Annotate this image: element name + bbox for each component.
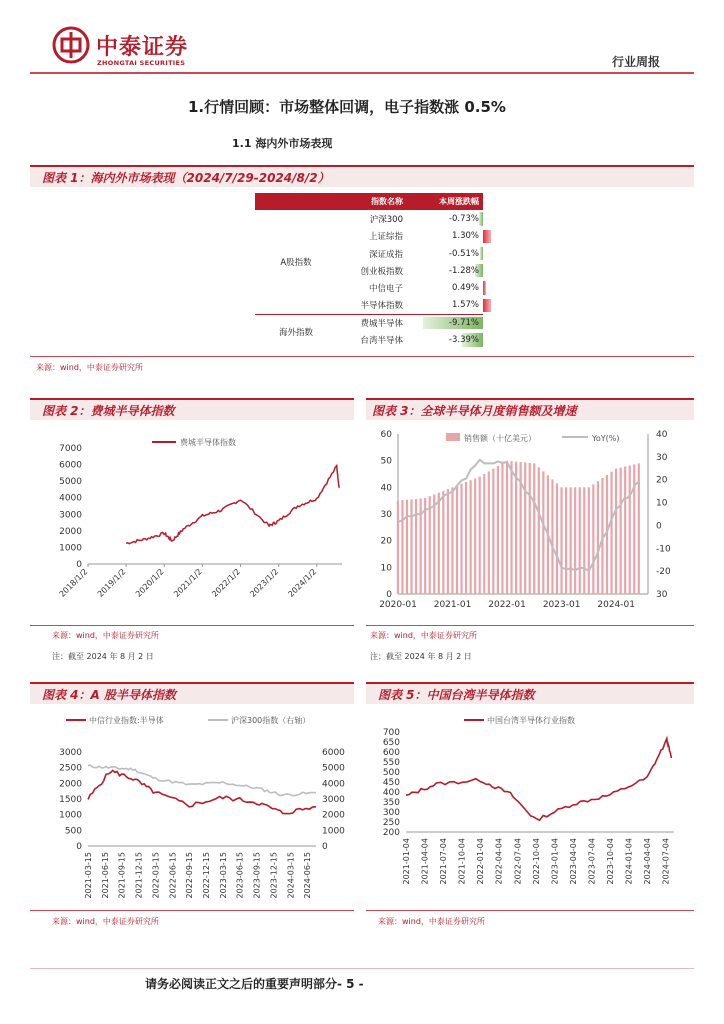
y-tick-label: 350	[382, 798, 400, 808]
sales-bar	[574, 487, 576, 594]
logo	[52, 26, 90, 64]
x-tick-label: 2021-10-04	[457, 838, 467, 885]
x-tick-label: 2023-10-04	[605, 838, 615, 885]
brand-name-cn: 中泰证券	[96, 35, 189, 60]
x-tick-label: 2022-07-04	[513, 838, 523, 885]
group-label: 海外指数	[255, 314, 337, 349]
table-body	[255, 210, 483, 348]
x-tick-label: 2022-01	[488, 600, 526, 610]
fig5-title: 图表 5：中国台湾半导体指数	[378, 688, 535, 702]
x-tick-label: 2024-01-04	[624, 838, 634, 885]
sales-bar	[447, 489, 449, 594]
change-bar	[483, 299, 491, 312]
fig5-source: 来源：wind，中泰证券研究所	[378, 917, 485, 926]
sales-bar	[538, 467, 540, 594]
y-right-tick-label: 2000	[322, 810, 345, 821]
y-left-tick-label: 1000	[59, 810, 82, 821]
sales-bar	[542, 471, 544, 594]
sales-bar	[479, 477, 481, 594]
y-left-tick-label: 10	[380, 563, 392, 574]
footer-divider	[30, 968, 694, 969]
change-bar	[479, 212, 484, 225]
x-tick-label: 2024-01	[597, 600, 635, 610]
x-tick-label: 2022/1/2	[210, 567, 242, 599]
y-tick-label: 300	[382, 808, 400, 818]
index-change	[407, 279, 483, 296]
index-change	[407, 297, 483, 314]
sales-bar	[524, 462, 526, 594]
x-tick-label: 2018/1/2	[57, 567, 90, 599]
sales-bar	[410, 499, 412, 594]
index-change	[407, 331, 483, 348]
x-tick-label: 2021-01-04	[402, 838, 411, 885]
index-name: 半导体指数	[360, 301, 403, 312]
index-change	[407, 210, 483, 227]
x-tick-label: 2023-09-15	[252, 852, 262, 899]
index-change	[407, 228, 483, 245]
sales-bar	[515, 462, 517, 594]
sales-bar	[556, 483, 558, 594]
sales-bar	[610, 472, 612, 594]
sales-bar	[433, 494, 435, 594]
sales-bar	[397, 501, 399, 594]
change-value: 0.49%	[451, 283, 479, 294]
y-tick-label: 450	[382, 778, 400, 788]
x-tick-label: 2021-06-15	[100, 852, 110, 899]
x-tick-label: 2023-12-15	[269, 852, 279, 899]
index-name: 上证综指	[368, 232, 403, 243]
sales-bar	[510, 461, 512, 594]
x-tick-label: 2021-03-15	[84, 852, 93, 899]
x-tick-label: 2022-06-15	[168, 852, 178, 899]
y-right-tick-label: 0	[322, 842, 328, 852]
sales-bar	[483, 474, 485, 594]
group-label: A股指数	[280, 257, 312, 268]
brand-name-en: ZHONGTAI SECURITIES	[97, 59, 186, 67]
x-tick-label: 2021-09-15	[117, 852, 127, 899]
y-right-tick-label: 40	[656, 430, 668, 440]
index-name: 台湾半导体	[360, 336, 403, 347]
index-name: 沪深300	[369, 214, 403, 225]
change-bar	[483, 230, 491, 243]
sales-bar	[624, 467, 626, 594]
table-row	[255, 314, 483, 331]
index-name: 中信电子	[368, 284, 403, 295]
fig1-table	[255, 193, 483, 349]
x-tick-label: 2023-01	[542, 600, 581, 610]
legend-label-semi: 中信行业指数:半导体	[89, 716, 164, 725]
legend-label: 中国台湾半导体行业指数	[487, 716, 575, 725]
table-row	[255, 210, 483, 227]
change-value: -0.73%	[448, 213, 479, 224]
y-left-tick-label: 50	[380, 456, 392, 467]
y-tick-label: 250	[382, 818, 400, 828]
sales-bar	[456, 486, 458, 594]
table-header-blank	[255, 193, 337, 210]
sales-bar	[583, 487, 585, 594]
sales-bar	[470, 480, 472, 594]
sales-bar	[488, 471, 490, 594]
x-tick-label: 2020-01	[379, 600, 417, 610]
y-tick-label: 5000	[59, 477, 82, 488]
y-tick-label: 7000	[59, 444, 82, 454]
fig5-bottom-line	[366, 910, 694, 911]
y-tick-label: 650	[382, 738, 400, 748]
y-right-tick-label: 30	[656, 590, 668, 600]
y-tick-label: 0	[76, 560, 82, 570]
brand-logo-icon	[52, 26, 90, 64]
x-tick-label: 2021-01	[433, 600, 472, 610]
fig3-bottom-line	[366, 625, 694, 626]
y-tick-label: 200	[382, 828, 400, 838]
change-value: -0.51%	[448, 248, 479, 259]
sales-bar	[424, 498, 426, 594]
sales-bar	[429, 496, 431, 594]
sales-bar	[460, 484, 462, 594]
sales-bar	[492, 469, 494, 594]
sales-bar	[506, 461, 508, 594]
change-bar	[483, 281, 486, 294]
hs300-line	[88, 765, 316, 796]
y-tick-label: 2000	[59, 526, 82, 537]
index-change	[407, 314, 483, 331]
section-title: 1.行情回顾：市场整体回调，电子指数涨 0.5%	[188, 98, 506, 116]
x-tick-label: 2019/1/2	[95, 567, 128, 599]
index-name: 深证成指	[368, 249, 403, 260]
sales-bar	[442, 491, 444, 594]
sales-bar	[592, 484, 594, 594]
sales-bar	[406, 500, 408, 594]
y-right-tick-label: 20	[656, 475, 668, 486]
x-tick-label: 2023-07-04	[587, 838, 597, 885]
footer-disclaimer: 请务必阅读正文之后的重要声明部分- 5 -	[145, 977, 364, 991]
index-name: 费城半导体	[337, 314, 407, 331]
sales-bar	[497, 466, 499, 594]
sales-bar	[579, 487, 581, 594]
fig1-source: 来源：wind，中泰证券研究所	[36, 363, 143, 372]
sales-bar	[629, 465, 631, 594]
x-tick-label: 2023-06-15	[235, 852, 245, 899]
sales-bar	[551, 479, 553, 594]
sales-bar	[465, 482, 467, 594]
x-tick-label: 2021-12-15	[134, 852, 144, 899]
x-tick-label: 2022-12-15	[202, 852, 212, 899]
semi-index-line	[88, 770, 316, 813]
index-change	[407, 245, 483, 262]
change-value: -3.39%	[448, 335, 479, 346]
fig3-source: 来源：wind，中泰证券研究所	[370, 631, 477, 640]
fig2-note: 注：截至 2024 年 8 月 2 日	[52, 652, 154, 661]
y-tick-label: 400	[382, 788, 400, 798]
fig2-title: 图表 2：费城半导体指数	[42, 404, 175, 418]
y-right-tick-label: 10	[656, 498, 668, 509]
index-table	[255, 193, 483, 349]
section-subtitle: 1.1 海内外市场表现	[232, 137, 333, 150]
fig2-bottom-line	[30, 625, 354, 626]
x-tick-label: 2022-10-04	[531, 838, 541, 885]
x-tick-label: 2022-01-04	[476, 838, 486, 885]
sales-bar	[597, 481, 599, 594]
sales-bar	[560, 487, 562, 594]
y-tick-label: 500	[382, 768, 400, 778]
philly-semi-chart	[36, 426, 354, 616]
sales-bar	[451, 487, 453, 594]
y-tick-label: 3000	[59, 510, 82, 521]
y-right-tick-label: 5000	[322, 763, 345, 774]
y-tick-label: 600	[382, 748, 400, 758]
sales-bar	[570, 487, 572, 594]
y-left-tick-label: 0	[76, 842, 82, 852]
x-tick-label: 2020/1/2	[133, 567, 166, 599]
sales-bar	[438, 493, 440, 594]
sales-bar	[474, 478, 476, 594]
y-left-tick-label: 2500	[59, 763, 82, 774]
x-tick-label: 2024/1/2	[286, 567, 319, 599]
sales-bar	[501, 463, 503, 594]
x-tick-label: 2023-03-15	[218, 852, 228, 899]
y-left-tick-label: 60	[380, 430, 392, 440]
y-tick-label: 700	[382, 728, 400, 738]
change-bar	[480, 247, 483, 260]
x-tick-label: 2023/1/2	[248, 567, 281, 599]
fig2-source: 来源：wind，中泰证券研究所	[52, 631, 159, 640]
fig1-title: 图表 1：海内外市场表现（2024/7/29-2024/8/2）	[42, 171, 330, 185]
sales-bar	[588, 487, 590, 594]
table-header-name: 指数名称	[337, 193, 407, 210]
sales-bar	[529, 463, 531, 594]
x-tick-label: 2022-03-15	[151, 852, 161, 899]
y-tick-label: 6000	[59, 460, 82, 471]
change-value: -1.28%	[448, 265, 479, 276]
fig4-title: 图表 4：A 股半导体指数	[42, 688, 176, 702]
x-tick-label: 2021-04-04	[420, 838, 430, 885]
y-left-tick-label: 20	[380, 536, 392, 547]
taiwan-semi-chart	[366, 708, 694, 908]
y-tick-label: 550	[382, 758, 400, 768]
y-right-tick-label: 1000	[322, 826, 345, 837]
table-header-change: 本周涨跌幅	[407, 193, 483, 210]
x-tick-label: 2021-07-04	[439, 838, 449, 885]
x-tick-label: 2024-04-04	[643, 838, 653, 885]
x-tick-label: 2023-04-04	[568, 838, 578, 885]
legend-label-hs300: 沪深300指数（右轴）	[231, 716, 311, 725]
x-tick-label: 2023-01-04	[550, 838, 560, 885]
index-change	[407, 262, 483, 279]
y-left-tick-label: 40	[380, 483, 392, 494]
fig3-title: 图表 3：全球半导体月度销售额及增速	[372, 404, 577, 418]
y-right-tick-label: 0	[656, 521, 662, 532]
sales-bar	[533, 463, 535, 594]
a-share-semi-chart	[36, 708, 354, 908]
sales-bar	[565, 487, 567, 594]
y-right-tick-label: -10	[656, 544, 671, 555]
y-left-tick-label: 30	[380, 510, 392, 520]
global-semi-sales-chart	[366, 426, 694, 616]
fig4-source: 来源：wind，中泰证券研究所	[52, 917, 159, 926]
y-right-tick-label: 6000	[322, 748, 345, 758]
y-right-tick-label: 30	[656, 452, 668, 463]
sales-bar	[401, 500, 403, 594]
change-value: 1.57%	[451, 300, 479, 311]
y-tick-label: 1000	[59, 543, 82, 554]
change-value: -9.71%	[448, 317, 479, 328]
report-type: 行业周报	[612, 55, 661, 69]
y-right-tick-label: 4000	[322, 779, 345, 790]
y-right-tick-label: -20	[656, 567, 671, 578]
fig1-bottom-line	[30, 356, 694, 357]
x-tick-label: 2024-07-04	[661, 838, 671, 885]
x-tick-label: 2022-04-04	[494, 838, 504, 885]
y-left-tick-label: 500	[64, 826, 82, 837]
legend-label: 费城半导体指数	[180, 438, 236, 447]
y-left-tick-label: 2000	[59, 779, 82, 790]
series-line	[406, 739, 671, 821]
sales-bar	[620, 468, 622, 594]
legend-label-yoy: YoY(%)	[592, 434, 620, 443]
y-left-tick-label: 0	[386, 590, 392, 600]
x-tick-label: 2021/1/2	[172, 567, 204, 599]
y-left-tick-label: 1500	[59, 795, 82, 805]
x-tick-label: 2024-03-15	[286, 852, 296, 899]
index-name: 创业板指数	[360, 266, 403, 277]
legend-swatch-sales	[446, 433, 460, 441]
y-left-tick-label: 3000	[59, 748, 82, 758]
x-tick-label: 2024-06-15	[303, 852, 313, 899]
y-tick-label: 4000	[59, 493, 82, 504]
change-value: 1.30%	[451, 231, 479, 242]
legend-label-sales: 销售额（十亿美元）	[464, 434, 536, 443]
fig4-bottom-line	[30, 910, 354, 911]
y-right-tick-label: 3000	[322, 795, 345, 805]
sales-bar	[615, 469, 617, 594]
x-tick-label: 2022-09-15	[185, 852, 195, 899]
series-line	[126, 466, 339, 544]
fig3-note: 注：截至 2024 年 8 月 2 日	[370, 652, 472, 661]
header-divider	[30, 72, 694, 74]
